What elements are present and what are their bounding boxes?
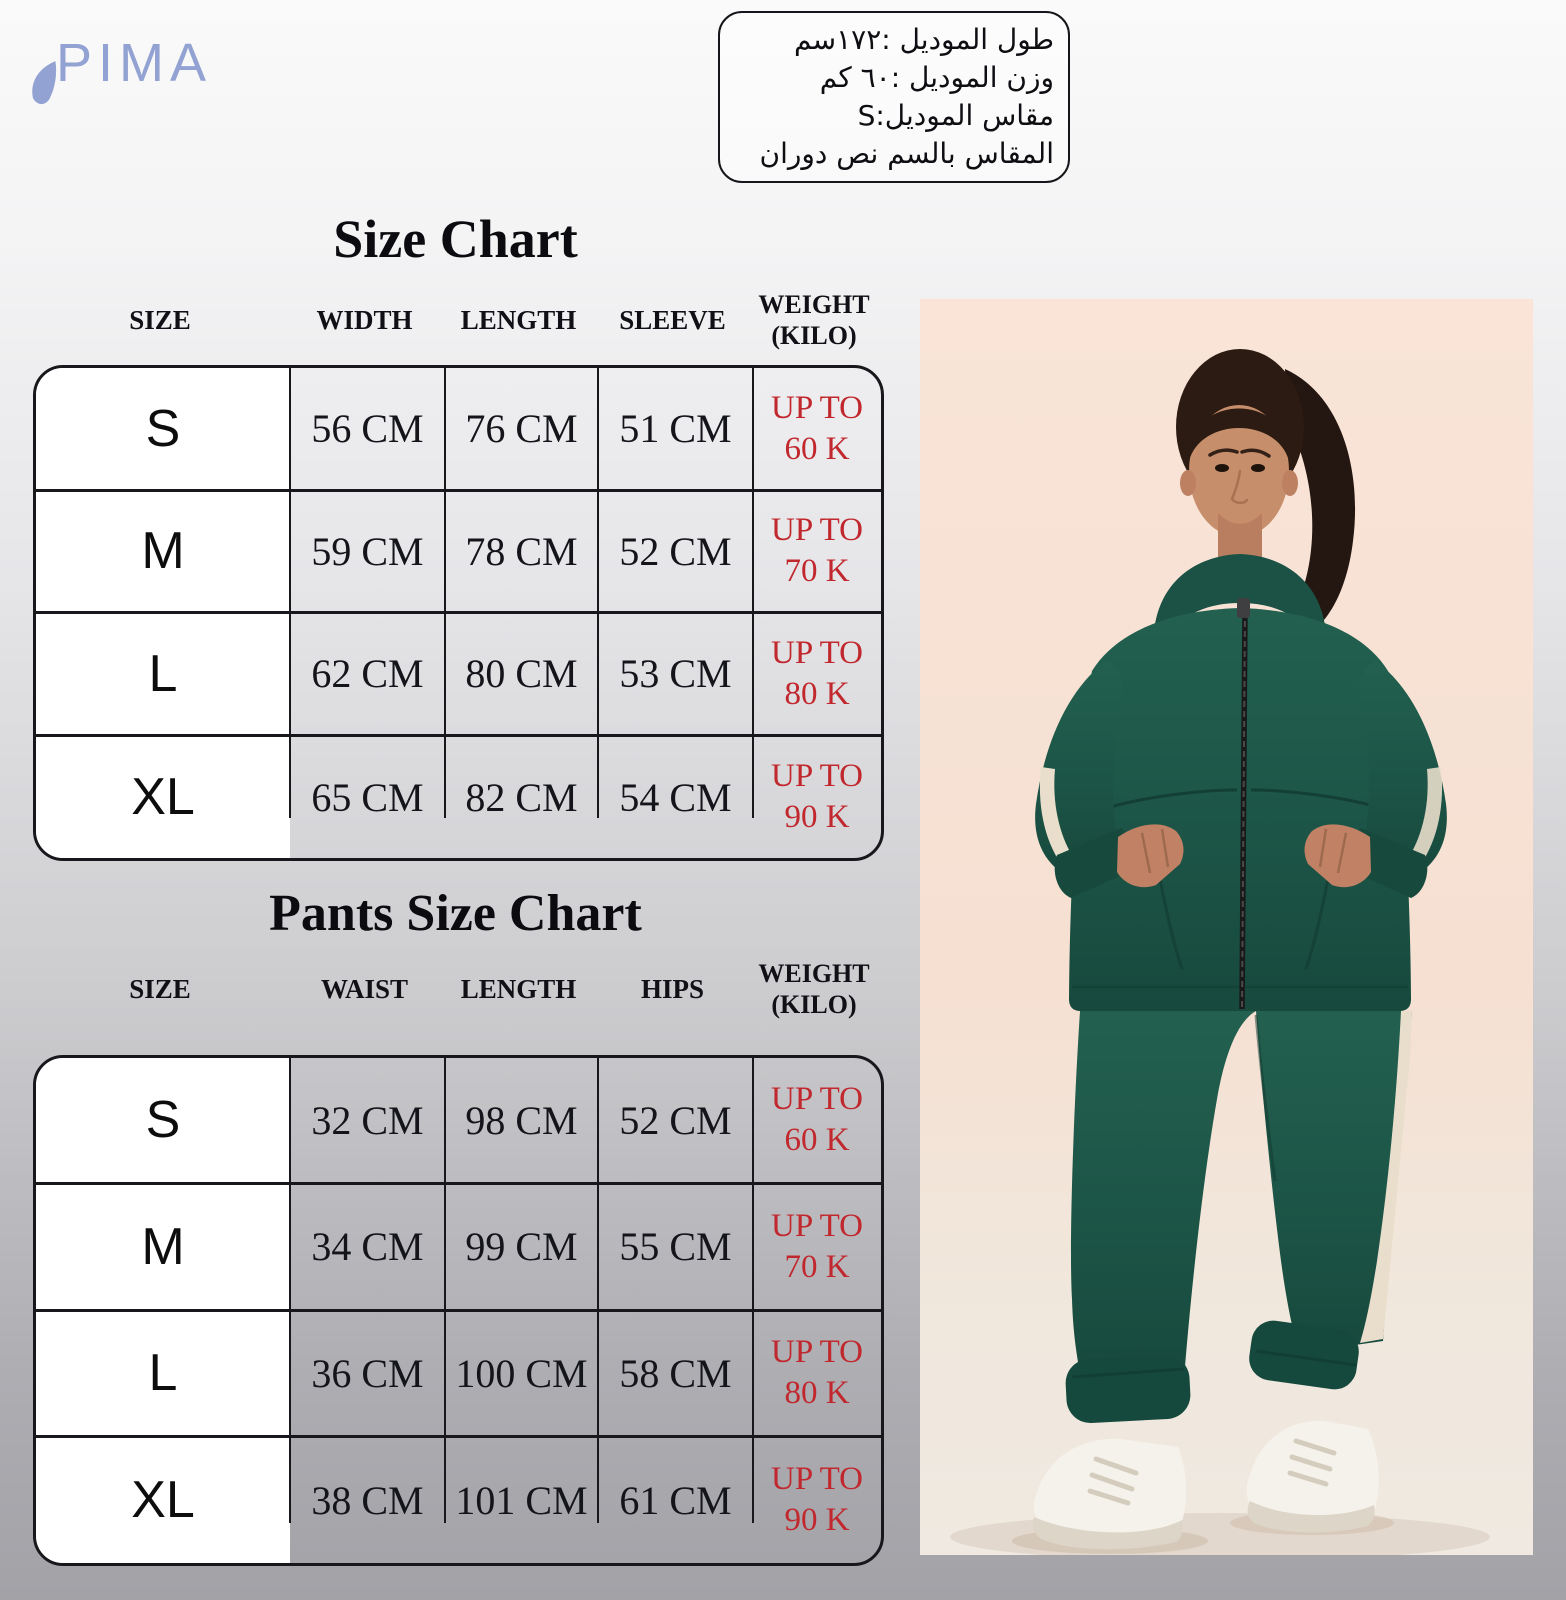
brand-logo <box>28 30 248 120</box>
table-row: XL 38 CM 101 CM 61 CM UP TO 90 K <box>131 1461 863 1538</box>
table-row: S 32 CM 98 CM 52 CM UP TO 60 K <box>145 1081 863 1158</box>
model-height-line: طول الموديل :١٧٢سم <box>794 23 1054 56</box>
model-info-box <box>718 11 1070 183</box>
measure-note-line: المقاس بالسم نص دوران <box>759 137 1054 170</box>
table-row: M 59 CM 78 CM 52 CM UP TO 70 K <box>141 512 863 589</box>
size-chart-title: Size Chart <box>333 209 578 269</box>
table-row: XL 65 CM 82 CM 54 CM UP TO 90 K <box>131 758 863 835</box>
table-row: M 34 CM 99 CM 55 CM UP TO 70 K <box>141 1207 863 1285</box>
model-photo <box>920 299 1533 1555</box>
size-chart-header-row <box>33 283 878 357</box>
brand-logo-text: PIMA <box>56 33 213 93</box>
header-length: LENGTH <box>460 304 577 335</box>
table-row: S 56 CM 76 CM 51 CM UP TO 60 K <box>145 389 863 467</box>
model-size-line: مقاس الموديل:S <box>857 99 1054 132</box>
header-size: SIZE <box>129 304 191 335</box>
pants-chart-table <box>33 1055 884 1566</box>
header-size: SIZE <box>129 973 191 1004</box>
table-row: L 36 CM 100 CM 58 CM UP TO 80 K <box>148 1334 863 1411</box>
model-weight-line: وزن الموديل :٦٠ كم <box>819 61 1054 94</box>
size-chart-table <box>33 365 884 861</box>
header-weight: WEIGHT (KILO) <box>758 959 870 1019</box>
pants-chart-header-row <box>33 952 878 1026</box>
header-weight: WEIGHT (KILO) <box>758 290 870 350</box>
table-row: L 62 CM 80 CM 53 CM UP TO 80 K <box>148 634 863 712</box>
model-illustration <box>920 299 1533 1555</box>
header-width: WIDTH <box>316 304 413 335</box>
pants-chart-title: Pants Size Chart <box>269 885 642 942</box>
header-waist: WAIST <box>320 973 409 1004</box>
header-length: LENGTH <box>460 973 577 1004</box>
header-hips: HIPS <box>640 973 705 1004</box>
header-sleeve: SLEEVE <box>619 304 726 335</box>
